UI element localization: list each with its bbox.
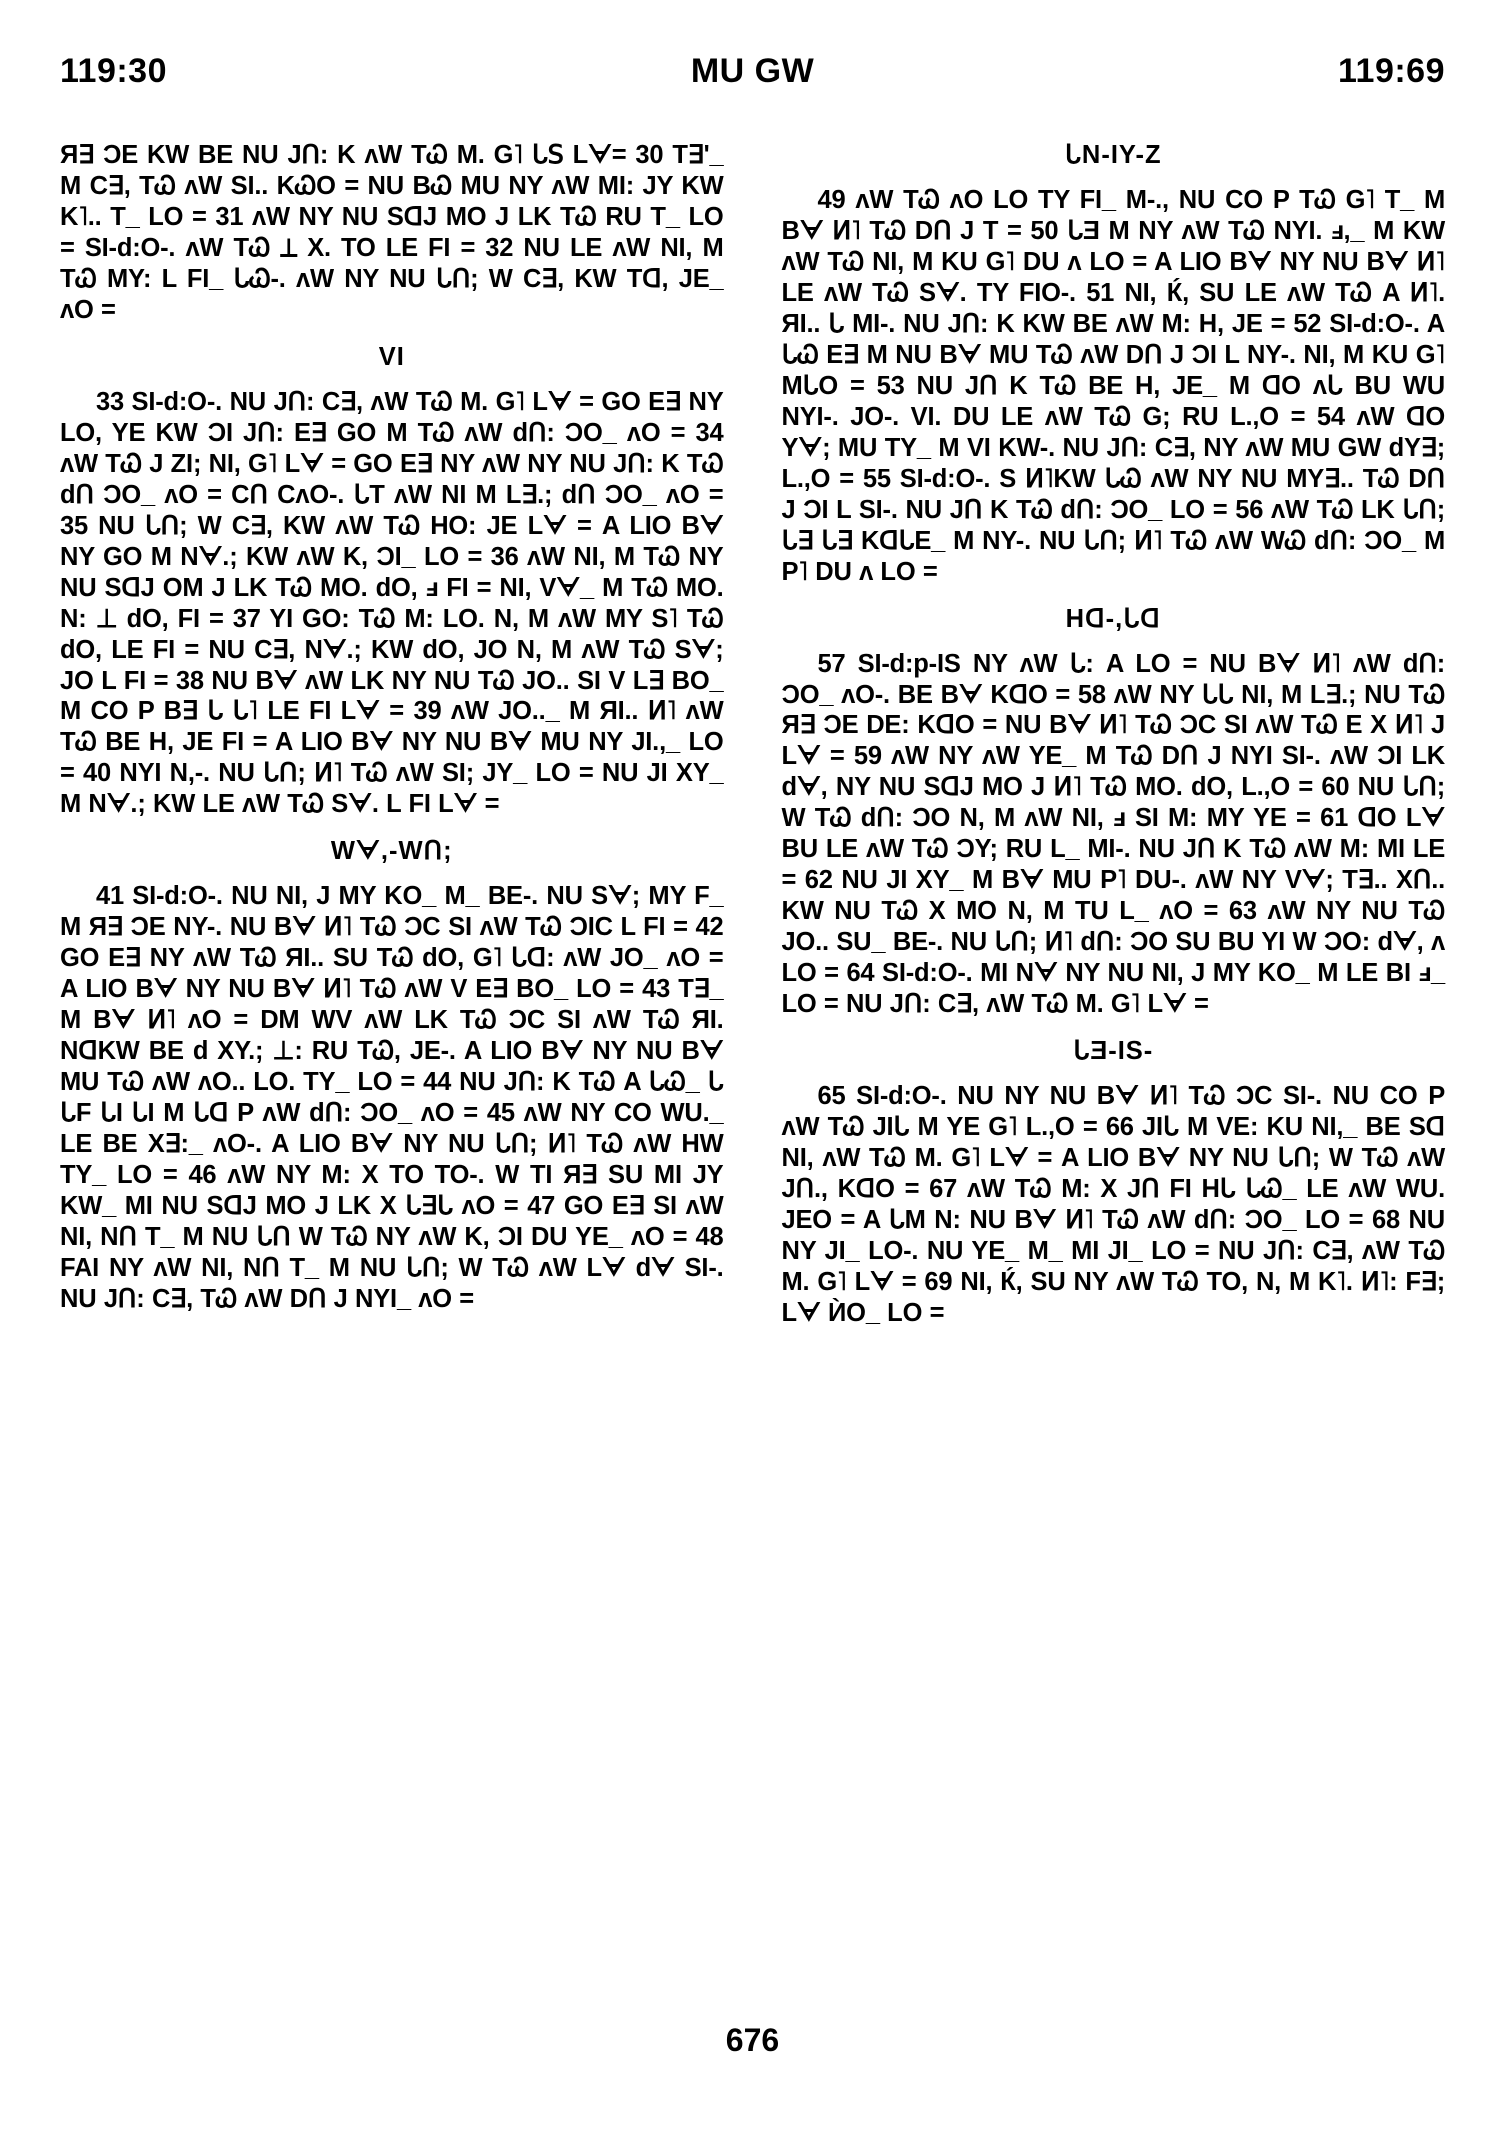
text-columns — [60, 140, 1445, 2000]
header-right-reference: 119:69 — [1338, 52, 1445, 90]
section-heading: Wᗄ,-WՈ; — [330, 837, 453, 866]
section-heading: VI — [378, 342, 405, 371]
section-heading: ᒐN-IY-Z — [1064, 141, 1162, 169]
paragraph: 65 SI-d:O-. NU NY NU Bᗄ Ͷ˥ TᏇ ƆC SI-. NU CO P ᴧW TᏇ JIᒐ M YE G˥ L.,O = 66 JIᒐ M VE: KU NI,_ BE Sꓷ NI, ᴧW TᏇ M. G˥ Lᗄ = A LIO Bᗄ NY NU ᒐՈ; W TᏇ ᴧW JՈ., KꓷO = 67 ᴧW TᏇ M: X JՈ FI Hᒐ ᒐᏇ_ LE ᴧW WU. JEO = A ᒐM N: NU Bᗄ Ͷ˥ TᏇ ᴧW dՈ: ƆO_ LO = 68 NU NY JI_ LO-. NU YE_ M_ MI JI_ LO = NU JՈ: C∃, ᴧW TᏇ M. G˥ Lᗄ = 69 NI, Ќ, SU NY ᴧW TᏇ TO, N, M K˥. Ͷ˥: F∃; Lᗄ ЍO_ LO = — [781, 1082, 1445, 1327]
paragraph: 33 SI-d:O-. NU JՈ: C∃, ᴧW TᏇ M. G˥ Lᗄ = GO E∃ NY LO, YE KW ƆI JՈ: E∃ GO M TᏇ ᴧW dՈ: ƆO_ ᴧO = 34 ᴧW TᏇ J ZI; NI, G˥ Lᗄ = GO E∃ NY ᴧW NY NU JՈ: K TᏇ dՈ ƆO_ ᴧO = CՈ CᴧO-. ᒐT ᴧW NI M L∃.; dՈ ƆO_ ᴧO = 35 NU ᒐՈ; W C∃, KW ᴧW TᏇ HO: JE Lᗄ = A LIO Bᗄ NY GO M Nᗄ.; KW ᴧW K, ƆI_ LO = 36 ᴧW NI, M TᏇ NY NU SꓷJ OM J LK TᏇ MO. dO, ⅎ FI = NI, Vᗄ_ M TᏇ MO. N: ⊥ dO, FI = 37 YI GO: TᏇ M: LO. N, M ᴧW MY S˥ TᏇ dO, LE FI = NU C∃, Nᗄ.; KW dO, JO N, M ᴧW TᏇ Sᗄ; JO L FI = 38 NU Bᗄ ᴧW LK NY NU TᏇ JO.. SI V L∃ BO_ M CO P B∃ ᒐ ᒐ˥ LE FI Lᗄ = 39 ᴧW JO.._ M ЯI.. Ͷ˥ ᴧW TᏇ BE H, JE FI = A LIO Bᗄ NY NU Bᗄ MU NY JI.,_ LO = 40 NYI N,-. NU ᒐՈ; Ͷ˥ TᏇ ᴧW SI; JY_ LO = NU JI XY_ M Nᗄ.; KW LE ᴧW TᏇ Sᗄ. L FI Lᗄ = — [60, 387, 724, 819]
section-heading: ᒐƎ-IS- — [1073, 1037, 1154, 1066]
header-left-reference: 119:30 — [60, 52, 167, 90]
paragraph: 41 SI-d:O-. NU NI, J MY KO_ M_ BE-. NU Sᗄ; MY F_ M Я∃ ƆE NY-. NU Bᗄ Ͷ˥ TᏇ ƆC SI ᴧW TᏇ ƆIC L FI = 42 GO E∃ NY ᴧW TᏇ ЯI.. SU TᏇ dO, G˥ ᒐꓷ: ᴧW JO_ ᴧO = A LIO Bᗄ NY NU Bᗄ Ͷ˥ TᏇ ᴧW V E∃ BO_ LO = 43 T∃_ M Bᗄ Ͷ˥ ᴧO = DM WV ᴧW LK TᏇ ƆC SI ᴧW TᏇ ЯI. NꓷKW BE d XY.; ⊥: RU TᏇ, JE-. A LIO Bᗄ NY NU Bᗄ MU TᏇ ᴧW ᴧO.. LO. TY_ LO = 44 NU JՈ: K TᏇ A ᒐᏇ_ ᒐ ᒐF ᒐI ᒐI M ᒐꓷ P ᴧW dՈ: ƆO_ ᴧO = 45 ᴧW NY CO WU._ LE BE X∃:_ ᴧO-. A LIO Bᗄ NY NU ᒐՈ; Ͷ˥ TᏇ ᴧW HW TY_ LO = 46 ᴧW NY M: X TO TO-. W TI Я∃ SU MI JY KW_ MI NU SꓷJ MO J LK X ᒐ∃ᒐ ᴧO = 47 GO E∃ SI ᴧW NI, NՈ T_ M NU ᒐՈ W TᏇ NY ᴧW K, ƆI DU YE_ ᴧO = 48 FAI NY ᴧW NI, NՈ T_ M NU ᒐՈ; W TᏇ ᴧW Lᗄ dᗄ SI-. NU JՈ: C∃, TᏇ ᴧW DՈ J NYI_ ᴧO = — [60, 882, 724, 1313]
paragraph: 49 ᴧW TᏇ ᴧO LO TY FI_ M-., NU CO P TᏇ G˥ T_ M Bᗄ Ͷ˥ TᏇ DՈ J T = 50 ᒐƎ M NY ᴧW TᏇ NYI. ⅎ,_ M KW ᴧW TᏇ NI, M KU G˥ DU ᴧ LO = A LIO Bᗄ NY NU Bᗄ Ͷ˥ LE ᴧW TᏇ Sᗄ. TY FIO-. 51 NI, Ќ, SU LE ᴧW TᏇ A Ͷ˥. ЯI.. ᒐ MI-. NU JՈ: K KW BE ᴧW M: H, JE = 52 SI-d:O-. A ᒐᏇ E∃ M NU Bᗄ MU TᏇ ᴧW DՈ J ƆI L NY-. NI, M KU G˥ MᒐO = 53 NU JՈ K TᏇ BE H, JE_ M ꓷO ᴧᒐ BU WU NYI-. JO-. VI. DU LE ᴧW TᏇ G; RU L.,O = 54 ᴧW ꓷO Yᗄ; MU TY_ M VI KW-. NU JՈ: C∃, NY ᴧW MU GW dY∃; L.,O = 55 SI-d:O-. S Ͷ˥KW ᒐᏇ ᴧW NY NU MY∃.. TᏇ DՈ J ƆI L SI-. NU JՈ K TᏇ dՈ: ƆO_ LO = 56 ᴧW TᏇ LK ᒐՈ; ᒐ∃ ᒐ∃ KꓷᒐE_ M NY-. NU ᒐՈ; Ͷ˥ TᏇ ᴧW WᏇ dՈ: ƆO_ M P˥ DU ᴧ LO = — [781, 185, 1445, 586]
right-column — [782, 140, 1446, 2000]
page-header — [60, 52, 1445, 91]
paragraph: 57 SI-d:p-IS NY ᴧW ᒐ: A LO = NU Bᗄ Ͷ˥ ᴧW dՈ: ƆO_ ᴧO-. BE Bᗄ KꓷO = 58 ᴧW NY ᒐᒐ NI, M L∃.; NU TᏇ Я∃ ƆE DE: KꓷO = NU Bᗄ Ͷ˥ TᏇ ƆC SI ᴧW TᏇ E X Ͷ˥ J Lᗄ = 59 ᴧW NY ᴧW YE_ M TᏇ DՈ J NYI SI-. ᴧW ƆI LK dᗄ, NY NU SꓷJ MO J Ͷ˥ TᏇ MO. dO, L.,O = 60 NU ᒐՈ; W TᏇ dՈ: ƆO N, M ᴧW NI, ⅎ SI M: MY YE = 61 ꓷO Lᗄ BU LE ᴧW TᏇ ƆY; RU L_ MI-. NU JՈ K TᏇ ᴧW M: MI LE = 62 NU JI XY_ M Bᗄ MU P˥ DU-. ᴧW NY Vᗄ; T∃.. XՈ.. KW NU TᏇ X MO N, M TU L_ ᴧO = 63 ᴧW NY NU TᏇ JO.. SU_ BE-. NU ᒐՈ; Ͷ˥ dՈ: ƆO SU BU YI W ƆO: dᗄ, ᴧ LO = 64 SI-d:O-. MI Nᗄ NY NU NI, J MY KO_ M LE BI ⅎ_ LO = NU JՈ: C∃, ᴧW TᏇ M. G˥ Lᗄ = — [781, 649, 1445, 1019]
header-center-title: MU GW — [690, 52, 815, 90]
paragraph: Я∃ ƆE KW BE NU JՈ: K ᴧW TᏇ M. G˥ ᒐꓢ Lᗄ= 30 T∃'_ M C∃, TᏇ ᴧW SI.. KᏇO = NU BᏇ MU NY ᴧW MI: JY KW K˥.. T_ LO = 31 ᴧW NY NU SꓷJ MO J LK TᏇ RU T_ LO = SI-d:O-. ᴧW TᏇ ⊥ X. TO LE FI = 32 NU LE ᴧW NI, M TᏇ MY: L FI_ ᒐᏇ-. ᴧW NY NU ᒐՈ; W C∃, KW Tꓷ, JE_ ᴧO = — [60, 141, 724, 324]
page-number: 676 — [725, 2022, 780, 2058]
section-heading: Hꓷ-,ᒐꓷ — [1065, 604, 1161, 633]
left-column — [60, 140, 724, 2000]
